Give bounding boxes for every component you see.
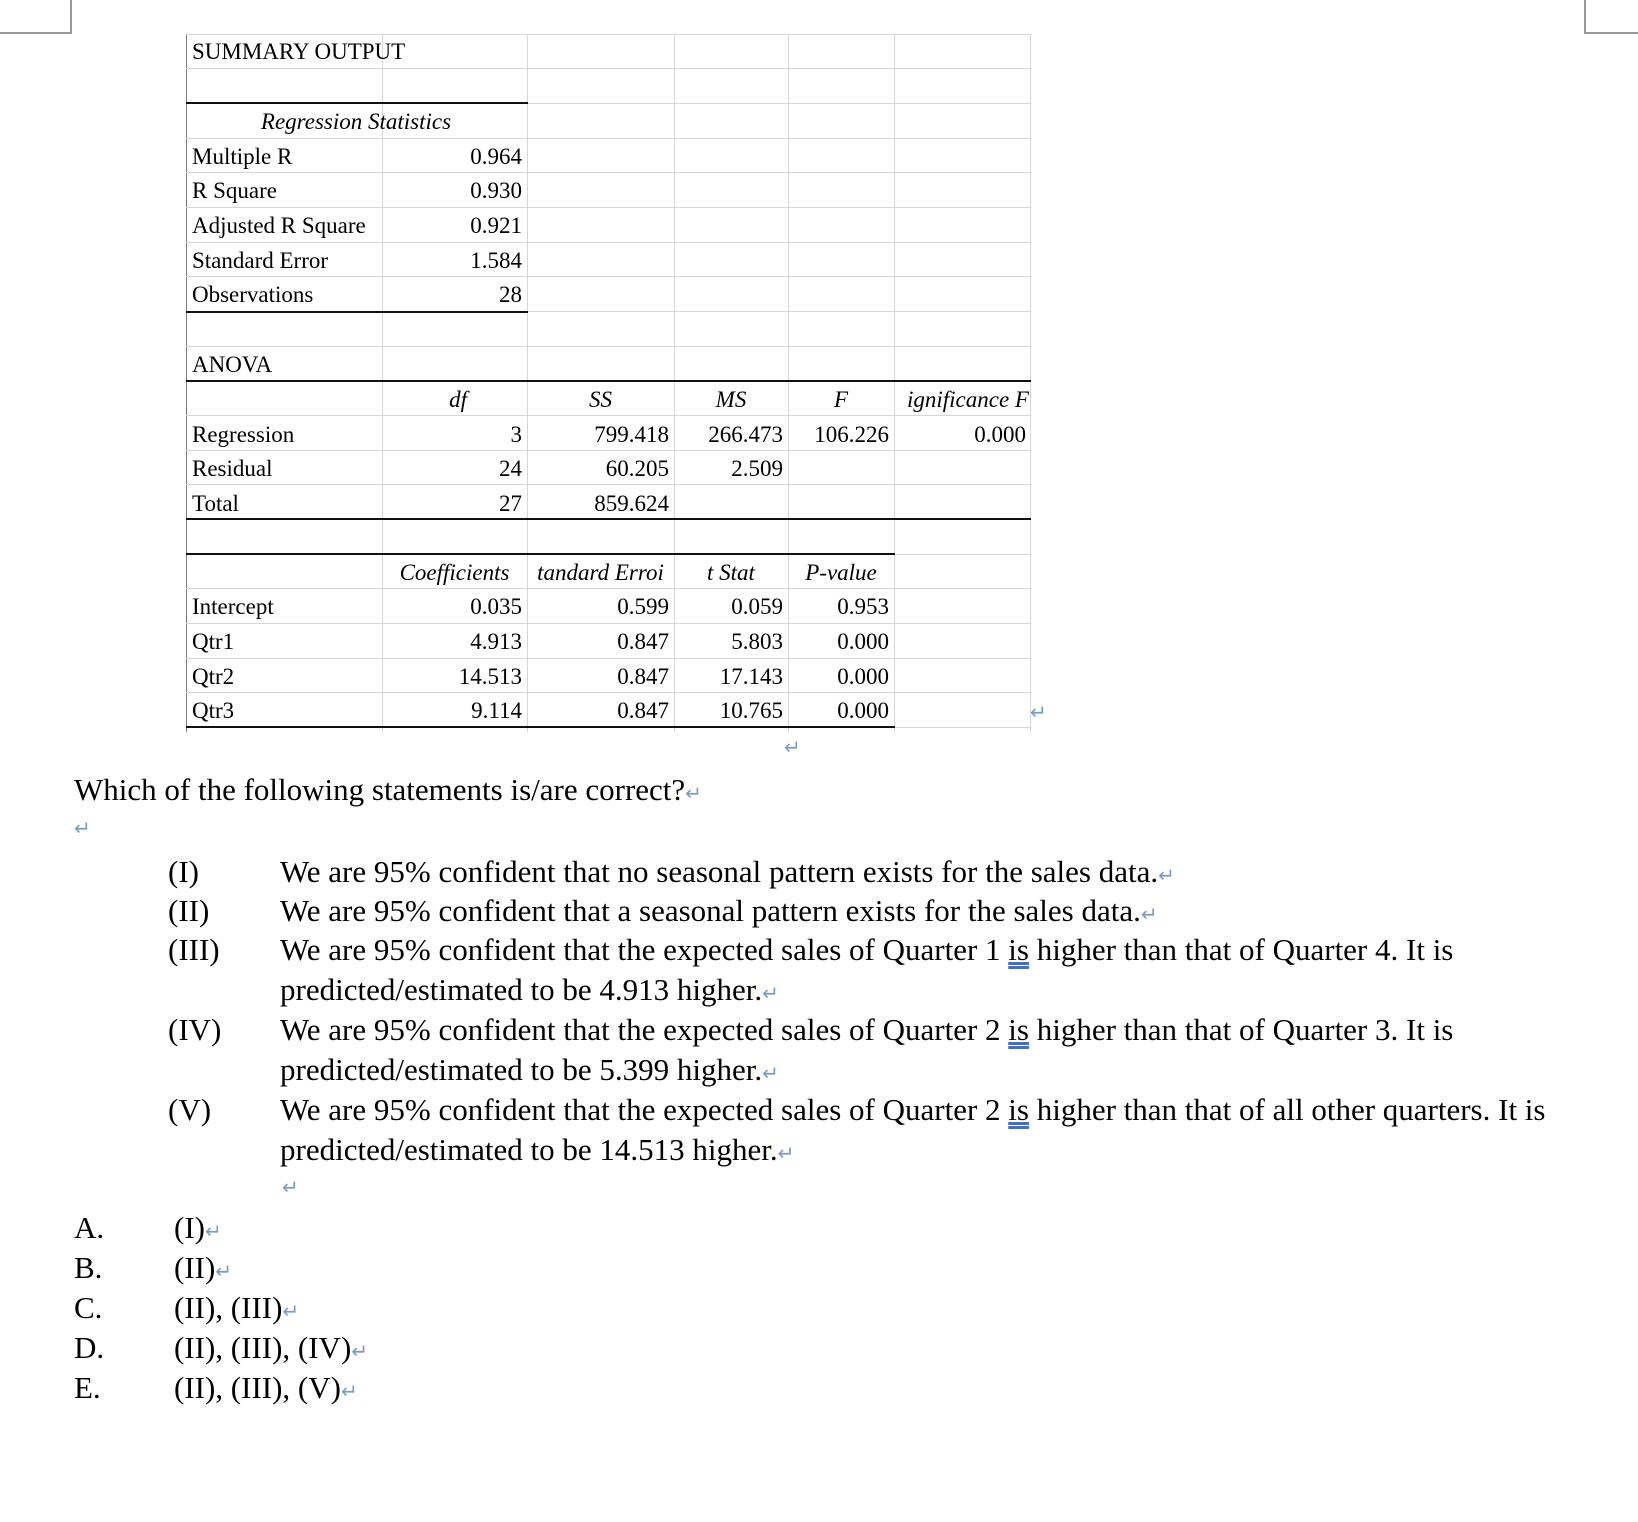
coef-value: 0.035 xyxy=(470,594,522,619)
coef-p-value: 0.000 xyxy=(837,629,889,654)
paragraph-mark: ↵ xyxy=(74,816,91,840)
statement-number: (IV) xyxy=(168,1012,222,1047)
coef-t-stat: 10.765 xyxy=(719,698,783,723)
coef-row-label: Intercept xyxy=(192,594,274,619)
stat-label: Multiple R xyxy=(192,144,293,169)
coef-std-error: 0.847 xyxy=(617,664,669,689)
statement-number: (III) xyxy=(168,932,220,967)
coef-p-value: 0.953 xyxy=(837,594,889,619)
coef-header-coefficients: Coefficients xyxy=(399,560,510,585)
page-corner-mark-right xyxy=(1584,0,1638,34)
anova-df: 24 xyxy=(499,456,522,481)
anova-header-ss: SS xyxy=(589,387,612,412)
coef-header-standard-error: tandard Erroi xyxy=(537,560,664,585)
coef-value: 14.513 xyxy=(458,664,522,689)
anova-df: 27 xyxy=(499,491,522,516)
statement-number: (I) xyxy=(168,854,199,889)
anova-ms: 2.509 xyxy=(731,456,783,481)
stat-value: 28 xyxy=(499,282,522,307)
statement-text: We are 95% confident that a seasonal pattern exists for the sales data. xyxy=(280,893,1141,928)
coef-std-error: 0.847 xyxy=(617,629,669,654)
stat-value: 0.921 xyxy=(470,213,522,238)
anova-df: 3 xyxy=(510,422,522,447)
coef-header-p-value: P-value xyxy=(805,560,877,585)
anova-ss: 859.624 xyxy=(594,491,669,516)
coef-p-value: 0.000 xyxy=(837,698,889,723)
coef-std-error: 0.847 xyxy=(617,698,669,723)
summary-title: SUMMARY OUTPUT xyxy=(192,39,406,64)
stat-value: 1.584 xyxy=(470,248,522,273)
stat-value: 0.930 xyxy=(470,178,522,203)
stat-label: Adjusted R Square xyxy=(192,213,366,238)
statement-number: (V) xyxy=(168,1092,212,1127)
coef-value: 4.913 xyxy=(470,629,522,654)
anova-header-df: df xyxy=(449,387,467,412)
anova-header-ms: MS xyxy=(715,387,747,412)
coef-value: 9.114 xyxy=(471,698,522,723)
stat-label: Observations xyxy=(192,282,314,307)
stat-label: Standard Error xyxy=(192,248,329,273)
statement-text: We are 95% confident that no seasonal pattern exists for the sales data. xyxy=(280,854,1159,889)
paragraph-mark: ↵ xyxy=(784,735,801,759)
coef-std-error: 0.599 xyxy=(617,594,669,619)
coef-header-t-stat: t Stat xyxy=(707,560,755,585)
coef-t-stat: 5.803 xyxy=(731,629,783,654)
stat-value: 0.964 xyxy=(470,144,522,169)
paragraph-mark: ↵ xyxy=(1030,700,1047,724)
stat-label: R Square xyxy=(192,178,277,203)
statement-number: (II) xyxy=(168,893,210,928)
anova-header-significance: ignificance F xyxy=(907,387,1029,412)
anova-row-label: Residual xyxy=(192,456,273,481)
regression-statistics-header: Regression Statistics xyxy=(260,109,452,134)
anova-significance: 0.000 xyxy=(974,422,1026,447)
anova-ms: 266.473 xyxy=(708,422,783,447)
coef-row-label: Qtr3 xyxy=(192,698,235,723)
anova-ss: 799.418 xyxy=(594,422,669,447)
coef-row-label: Qtr2 xyxy=(192,664,235,689)
anova-ss: 60.205 xyxy=(605,456,669,481)
coef-row-label: Qtr1 xyxy=(192,629,235,654)
paragraph-mark: ↵ xyxy=(282,1175,299,1199)
coef-t-stat: 17.143 xyxy=(719,664,783,689)
anova-header-f: F xyxy=(833,387,849,412)
anova-row-label: Regression xyxy=(192,422,295,447)
page-corner-mark-left xyxy=(0,0,72,34)
coef-t-stat: 0.059 xyxy=(731,594,783,619)
anova-f: 106.226 xyxy=(814,422,889,447)
anova-title: ANOVA xyxy=(192,352,273,377)
regression-output-table xyxy=(186,34,1031,732)
question-text: Which of the following statements is/are correct?↵ xyxy=(74,772,702,807)
anova-row-label: Total xyxy=(192,491,239,516)
coef-p-value: 0.000 xyxy=(837,664,889,689)
